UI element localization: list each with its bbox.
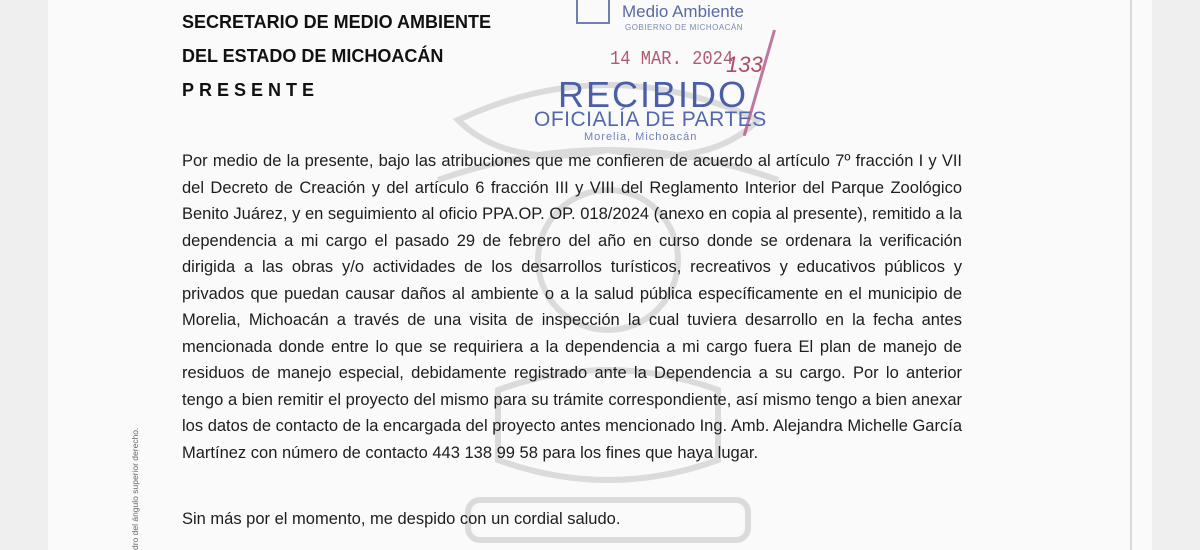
letter-body-paragraph: Por medio de la presente, bajo las atribuciones que me confieren de acuerdo al artículo 7º fracción I y VII del Decreto de Creación y del artículo 6 fracción III y VIII del Reglamento Interior del Parque Zoológico Benito Juárez, y en seguimiento al oficio PPA.OP. OP. 018/2024 (anexo en copia al presente), remitido a la dependencia a mi cargo el pasado 29 de febrero del año en curso donde se ordenara la verificación dirigida a las obras y/o actividades de los desarrollos turísticos, recreativos y educativos públicos y privados que puedan causar daños al ambiente o a la salud pública específicamente en el municipio de Morelia, Michoacán a través de una visita de inspección la cual tuviera desarrollo en la fecha antes mencionada donde entre lo que se requiriera a la dependencia a mi cargo fuera El plan de manejo de residuos de manejo especial, debidamente registrado ante la Dependencia a su cargo. Por lo anterior tengo a bien remitir el proyecto del mismo para su trámite correspondiente, así mismo tengo a bien anexar los datos de contacto de la encargada del proyecto antes mencionado Ing. Amb. Alejandra Michelle García Martínez con número de contacto 443 138 99 58 para los fines que haya lugar.	[182, 152, 962, 462]
addressee-line-2: DEL ESTADO DE MICHOACÁN	[182, 46, 444, 66]
handwritten-number: 133	[726, 52, 763, 77]
addressee-presente: PRESENTE	[182, 80, 320, 100]
office-stamp: OFICIALÍA DE PARTES	[534, 108, 767, 131]
received-stamp: RECIBIDO	[558, 74, 749, 115]
addressee-line-1: SECRETARIO DE MEDIO AMBIENTE	[182, 12, 492, 32]
logo-title: Medio Ambiente	[622, 2, 744, 21]
margin-note-vertical	[130, 365, 156, 550]
margin-note-text: dro del ángulo superior derecho.	[130, 427, 140, 550]
government-logo-icon	[576, 0, 610, 24]
letter-closing: Sin más por el momento, me despido con un cordial saludo.	[182, 510, 621, 528]
date-stamp: 14 MAR. 2024	[610, 48, 734, 70]
page-edge-shadow	[1130, 0, 1132, 550]
stamp-city: Morelia, Michoacán	[584, 131, 698, 143]
document-page	[48, 0, 1152, 550]
left-margin-background	[0, 0, 48, 550]
right-margin-background	[1152, 0, 1200, 550]
logo-subtitle: GOBIERNO DE MICHOACÁN	[625, 23, 744, 32]
